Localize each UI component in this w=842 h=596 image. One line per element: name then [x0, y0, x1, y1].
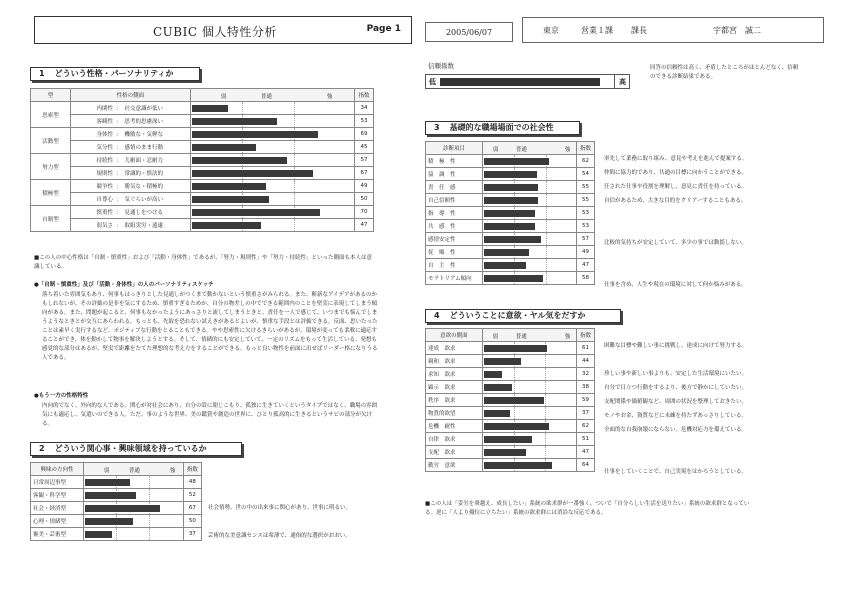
- score-bar-cell: [83, 489, 183, 502]
- summary-note: ■この人の中心性格は「自制・慎重性」および「活動・身体性」であるが、「努力・規則性」や「努力・持続性」といった側面も本人は意識している。: [34, 255, 372, 270]
- reliability-high: 高: [619, 78, 626, 86]
- position: 課長: [631, 26, 647, 35]
- row-label: 心理・情緒型: [31, 515, 84, 528]
- row-label: 積 極 性: [426, 155, 483, 168]
- index-value: 70: [355, 206, 374, 219]
- table-row: [426, 355, 595, 368]
- aspect-label: 気分性: [96, 145, 113, 151]
- index-value: 59: [577, 394, 595, 407]
- score-bar: [192, 131, 318, 138]
- score-bar-cell: [482, 194, 576, 207]
- department: 営業１課: [581, 26, 613, 35]
- aspect-desc: 社交意識が低い: [124, 106, 163, 112]
- index-value: 62: [577, 420, 595, 433]
- other-trait-body: 内向的でなく、外向的な人である。関心が対社会にあり、自分の殻に閉じこもり、孤独に生きていくというタイプではなく、職場の雰囲気にも適応し、気遣いのできる人。ただ、事のような世界、美の鑑賞や創造の世界に、ひとり孤高的に生きるというサビの部分が欠ける。: [42, 403, 378, 427]
- aspect-desc: 常識的・慎法的: [124, 171, 163, 177]
- score-bar-cell: [83, 528, 183, 541]
- aspect-label: 競争性: [96, 184, 113, 190]
- aspect-desc: 儿帳面・忍耐力: [124, 158, 163, 164]
- score-bar: [484, 423, 549, 430]
- row-label: 協 調 性: [426, 168, 483, 181]
- aspect-label: 身体性: [96, 132, 113, 138]
- score-bar-cell: [482, 233, 576, 246]
- row-comment: 自分で目立つ行動をするより、後方で静かにしていたい。: [604, 385, 748, 391]
- score-bar: [484, 397, 544, 404]
- sketch-body: 落ち着いた雰囲気もあり、何事もはっきりとした見通しがつくまで動かないという慎重さがみられる。また、斬新なアイデアがあるのかもしれないが、その評価の是非を気にするため、慎重すぎるためか、自分の物差しの中でできる範囲内のことを堅実に表現してしまう傾向がある。また、問題が起こると、何事もなかったようにあっさりと流してしまうときと、責任を一人で感じて、いつまでも悩んでしまうようなときとが交互にあらわれる。もっとも、先取を恐れない試えきがあるとよいが、慎重な手段とは評価できる。反面、思いたったことは素早く実行するなど、ポジティブな行動をとることもできる。やや思索性に欠けるきらいがあるが、環境が変っても柔軟に適応することができ、体を動かして物事を解決しようとする。そして、情緒的にも安定していて、一定のリズムをもって生活している。発想も感覚的な部分はあるが、堅実で距離をたてた理想的な考え方をすることができる。もっと良い物性を前面に出せばリーダー格になりうる人である。: [42, 292, 378, 361]
- col-type: 型: [31, 89, 71, 102]
- index-value: 57: [577, 233, 595, 246]
- aspect-desc: 気ぐらいが高い: [124, 197, 163, 203]
- score-bar-cell: [190, 141, 354, 154]
- col-scale: 弱 普通 強: [482, 142, 576, 155]
- score-bar-cell: [482, 220, 576, 233]
- row-label: 責 任 感: [426, 181, 483, 194]
- index-value: 55: [577, 194, 595, 207]
- score-bar-cell: [482, 459, 576, 472]
- score-bar-cell: [482, 272, 576, 285]
- row-label: 達成 欲求: [426, 342, 483, 355]
- index-value: 64: [577, 459, 595, 472]
- score-bar: [484, 275, 543, 282]
- other-trait-heading: ●もう一方の性格特性: [34, 393, 89, 399]
- score-bar-cell: [190, 206, 354, 219]
- aspect-desc: 機敏な・気軽な: [124, 132, 163, 138]
- table-row: [426, 420, 595, 433]
- col-index: 指数: [183, 463, 201, 476]
- table-row: [31, 193, 374, 206]
- row-label: 指 導 性: [426, 207, 483, 220]
- table-row: [426, 233, 595, 246]
- score-bar: [484, 158, 549, 165]
- table-row: [426, 194, 595, 207]
- personality-type: 自制型: [31, 206, 71, 232]
- index-value: 54: [577, 168, 595, 181]
- score-bar-cell: [83, 515, 183, 528]
- row-label: 自 主 性: [426, 259, 483, 272]
- row-comment: 珍しい事や新しい事よりも、安定した生活環境にいたい。: [604, 371, 748, 377]
- score-bar: [85, 531, 112, 538]
- score-bar: [484, 171, 537, 178]
- aspect-cell: 身体性 ： 機敏な・気軽な: [70, 128, 190, 141]
- row-label: 従 順 性: [426, 246, 483, 259]
- row-label: 勤労 意欲: [426, 459, 483, 472]
- row-comment: モノやお金、資質などに未練を持たずあっさりしている。: [604, 413, 747, 419]
- aspect-cell: 自尊心 ： 気ぐらいが高い: [70, 193, 190, 206]
- index-value: 50: [183, 515, 201, 528]
- index-value: 69: [355, 128, 374, 141]
- aspect-cell: 客観性 ： 思考的思慮深い: [70, 115, 190, 128]
- score-bar-cell: [190, 102, 354, 115]
- aspect-desc: 取組実穷・遠逮: [124, 223, 163, 229]
- index-value: 51: [577, 433, 595, 446]
- index-value: 47: [577, 259, 595, 272]
- table-row: [426, 207, 595, 220]
- table-row: [31, 502, 202, 515]
- table-row: [31, 489, 202, 502]
- score-bar: [85, 492, 136, 499]
- score-bar-cell: [482, 368, 576, 381]
- interest-table: [30, 462, 202, 541]
- aspect-cell: 内閉性 ： 社交意識が低い: [70, 102, 190, 115]
- aspect-desc: 思考的思慮深い: [124, 119, 163, 125]
- aspect-cell: 持続性 ： 儿帳面・忍耐力: [70, 154, 190, 167]
- col-scale: 弱 普通 強: [190, 89, 354, 102]
- score-bar-cell: [482, 355, 576, 368]
- index-value: 32: [577, 368, 595, 381]
- row-label: 感情安定性: [426, 233, 483, 246]
- row-comment: 困難な目標や難しい事に挑戦し、達成に向けて努力する。: [604, 343, 748, 349]
- index-value: 37: [577, 407, 595, 420]
- motivation-table: [425, 328, 595, 472]
- table-row: [31, 167, 374, 180]
- score-bar-cell: [482, 420, 576, 433]
- table-row: [31, 115, 374, 128]
- score-bar: [192, 170, 313, 177]
- aspect-cell: 気分性 ： 感情のまま行動: [70, 141, 190, 154]
- table-row: [31, 141, 374, 154]
- score-bar-cell: [482, 181, 576, 194]
- col-aspect: 性格の側面: [70, 89, 190, 102]
- row-comment: 比較的気持ちが安定していて、多少の事では動揺しない。: [604, 240, 747, 246]
- index-value: 45: [355, 141, 374, 154]
- personality-type: 努力型: [31, 154, 71, 180]
- page-number: Page 1: [366, 24, 401, 34]
- score-bar-cell: [190, 193, 354, 206]
- table-row: [426, 446, 595, 459]
- score-bar-cell: [83, 502, 183, 515]
- row-label: 物質的欲望: [426, 407, 483, 420]
- row-label: 危機 耐性: [426, 420, 483, 433]
- index-value: 67: [355, 167, 374, 180]
- aspect-label: 慎重性: [96, 210, 113, 216]
- score-bar-cell: [190, 180, 354, 193]
- aspect-desc: 感情のまま行動: [124, 145, 163, 151]
- index-value: 34: [355, 102, 374, 115]
- aspect-cell: 弱気さ ： 取組実穷・遠逮: [70, 219, 190, 232]
- score-bar: [484, 449, 526, 456]
- table-row: [31, 102, 374, 115]
- personality-type: 活動型: [31, 128, 71, 154]
- reliability-gauge: [425, 74, 630, 89]
- col-scale: 弱 普通 強: [83, 463, 183, 476]
- report-title: CUBIC 個人特性分析: [153, 25, 277, 39]
- row-label: 審美・芸術型: [31, 528, 84, 541]
- row-comment: 率先して業務に取り組み、意見や考えを進んで提案する。: [604, 156, 748, 162]
- score-bar: [484, 262, 526, 269]
- score-bar: [85, 505, 160, 512]
- score-bar: [484, 410, 510, 417]
- row-label: 日常周辺事型: [31, 476, 84, 489]
- score-bar-cell: [83, 476, 183, 489]
- col-item: 診断項目: [426, 142, 483, 155]
- score-bar: [484, 184, 538, 191]
- score-bar: [85, 518, 133, 525]
- score-bar: [192, 105, 228, 112]
- index-value: 58: [577, 272, 595, 285]
- index-value: 53: [577, 220, 595, 233]
- score-bar-cell: [482, 246, 576, 259]
- aspect-label: 客観性: [96, 119, 113, 125]
- score-bar: [192, 157, 287, 164]
- score-bar-cell: [482, 342, 576, 355]
- row-comment: 任された仕事や役割を理解し、意見に責任を持っている。: [604, 184, 748, 190]
- row-label: 秩序 欲求: [426, 394, 483, 407]
- aspect-desc: 見通しをつける: [124, 210, 163, 216]
- table-row: [426, 394, 595, 407]
- score-bar: [192, 118, 277, 125]
- score-bar-cell: [482, 381, 576, 394]
- score-bar: [484, 371, 503, 378]
- score-bar: [192, 222, 261, 229]
- aspect-label: 自尊心: [96, 197, 113, 203]
- score-bar-cell: [190, 154, 354, 167]
- row-comment: 自信があるため、大きな目的をクリアーすることもある。: [604, 198, 747, 204]
- score-bar-cell: [482, 433, 576, 446]
- col-item: 意欲の側面: [426, 329, 483, 342]
- score-bar: [484, 436, 532, 443]
- table-row: [31, 476, 202, 489]
- score-bar-cell: [190, 219, 354, 232]
- table-row: [426, 272, 595, 285]
- index-value: 44: [577, 355, 595, 368]
- aspect-label: 持続性: [96, 158, 113, 164]
- row-label: 親和 欲求: [426, 355, 483, 368]
- index-value: 38: [577, 381, 595, 394]
- row-label: 支配 欲求: [426, 446, 483, 459]
- personality-type: 思索型: [31, 102, 71, 128]
- col-index: 指数: [577, 142, 595, 155]
- row-comment: 全面的な自我崩壊にならない。危機対応力を備えている。: [604, 427, 748, 433]
- score-bar: [484, 223, 535, 230]
- index-value: 61: [577, 342, 595, 355]
- index-value: 53: [577, 207, 595, 220]
- score-bar-cell: [482, 394, 576, 407]
- social-table: [425, 141, 595, 285]
- score-bar: [484, 197, 538, 204]
- table-row: [31, 206, 374, 219]
- row-label: 求知 欲求: [426, 368, 483, 381]
- row-label: 共 感 性: [426, 220, 483, 233]
- row-label: 客観・科学型: [31, 489, 84, 502]
- table-row: [31, 128, 374, 141]
- row-comment: 仲間に協力的であり、共通の目標に向かうことができる。: [604, 170, 748, 176]
- reliability-label: 信頼係数: [428, 62, 454, 70]
- aspect-cell: 競争性 ： 勝気な・積極的: [70, 180, 190, 193]
- reliability-low: 低: [429, 78, 436, 86]
- table-row: [31, 528, 202, 541]
- personality-type: 積極型: [31, 180, 71, 206]
- score-bar-cell: [482, 259, 576, 272]
- index-value: 52: [183, 489, 201, 502]
- index-value: 62: [577, 155, 595, 168]
- index-value: 49: [355, 180, 374, 193]
- index-value: 37: [183, 528, 201, 541]
- score-bar: [484, 249, 529, 256]
- aspect-label: 規則性: [96, 171, 113, 177]
- col-index: 指数: [355, 89, 374, 102]
- table-row: [426, 368, 595, 381]
- aspect-desc: 勝気な・積極的: [124, 184, 163, 190]
- person-name: 宇都宮 誠二: [713, 26, 761, 35]
- score-bar-cell: [190, 128, 354, 141]
- col-scale: 弱 普通 強: [482, 329, 576, 342]
- score-bar: [484, 236, 541, 243]
- score-bar-cell: [482, 155, 576, 168]
- table-row: [31, 154, 374, 167]
- aspect-cell: 慎重性 ： 見通しをつける: [70, 206, 190, 219]
- motivation-summary: ■この人は「妥労を乗越え、成長したい」系統の欲求群が一番強く、ついで「自分らしい生活を送りたい」系統の欲求群となっている。逆に「人より優位に立ちたい」系統の欲求群には消沿な反応である。: [425, 501, 750, 516]
- row-comment: 仕事を含め、人生や現在の環境に対して何か悩みがある。: [604, 282, 747, 288]
- table-row: [426, 220, 595, 233]
- index-value: 53: [355, 115, 374, 128]
- table-row: [31, 219, 374, 232]
- location: 東京: [543, 26, 559, 35]
- score-bar: [484, 210, 535, 217]
- score-bar: [484, 462, 552, 469]
- row-label: 顕示 欲求: [426, 381, 483, 394]
- table-row: [426, 407, 595, 420]
- section3-heading: 3 基礎的な職場場面での社会性: [425, 121, 580, 135]
- index-value: 57: [355, 154, 374, 167]
- section2-heading: 2 どういう関心事・興味領域を持っているか: [30, 442, 242, 456]
- report-date: 2005/06/07: [425, 22, 513, 42]
- row-label: 社会・経済型: [31, 502, 84, 515]
- row-label: 自律 欲求: [426, 433, 483, 446]
- table-row: [426, 259, 595, 272]
- row-label: 自己信頼性: [426, 194, 483, 207]
- score-bar-cell: [482, 446, 576, 459]
- index-value: 49: [577, 246, 595, 259]
- row-comment: 社会情勢、世の中の出来事に関心があり、世事に明るい。: [208, 505, 352, 511]
- section4-heading: 4 どういうことに意欲・ヤル気をだすか: [425, 309, 621, 323]
- sketch-heading: ●「自制・慎重性」及び「活動・身体性」の人のパーソナリティスケッチ: [34, 282, 214, 288]
- reliability-comment: 回答の信頼性は高く、矛盾したところがほとんどなく、信頼のできる診断結果である。: [650, 65, 799, 80]
- score-bar-cell: [482, 407, 576, 420]
- score-bar: [192, 144, 256, 151]
- score-bar-cell: [190, 167, 354, 180]
- table-row: [426, 459, 595, 472]
- score-bar: [192, 196, 269, 203]
- table-row: [426, 381, 595, 394]
- table-row: [31, 180, 374, 193]
- score-bar: [484, 358, 521, 365]
- reliability-bar: [440, 78, 600, 86]
- score-bar: [192, 183, 266, 190]
- score-bar-cell: [482, 168, 576, 181]
- score-bar: [192, 209, 320, 216]
- table-row: [426, 181, 595, 194]
- col-index: 指数: [577, 329, 595, 342]
- table-row: [426, 246, 595, 259]
- score-bar-cell: [482, 207, 576, 220]
- row-comment: 仕事をしていくことで、自己実現をはかろうとしている。: [604, 469, 747, 475]
- table-row: [426, 168, 595, 181]
- table-row: [426, 342, 595, 355]
- report-title-box: [34, 16, 412, 44]
- index-value: 47: [577, 446, 595, 459]
- aspect-label: 内閉性: [96, 106, 113, 112]
- score-bar: [484, 345, 548, 352]
- aspect-cell: 規則性 ： 常識的・慎法的: [70, 167, 190, 180]
- index-value: 48: [183, 476, 201, 489]
- score-bar: [85, 479, 130, 486]
- table-row: [31, 515, 202, 528]
- row-comment: 芸術的な美意識センスは希薄で、通俗的な選択がおおい。: [208, 533, 351, 539]
- table-row: [426, 155, 595, 168]
- aspect-label: 弱気さ: [96, 223, 113, 229]
- index-value: 67: [183, 502, 201, 515]
- index-value: 55: [577, 181, 595, 194]
- person-info-box: [522, 17, 824, 43]
- index-value: 50: [355, 193, 374, 206]
- row-comment: 支配関係や価値観など、周囲の状況を整理しておきたい。: [604, 399, 748, 405]
- col-area: 興味の方向性: [31, 463, 84, 476]
- score-bar: [484, 384, 512, 391]
- personality-table: [30, 88, 374, 232]
- row-label: モラトリアム傾向: [426, 272, 483, 285]
- section1-heading: 1 どういう性格・パーソナリティか: [30, 67, 200, 81]
- table-row: [426, 433, 595, 446]
- score-bar-cell: [190, 115, 354, 128]
- index-value: 47: [355, 219, 374, 232]
